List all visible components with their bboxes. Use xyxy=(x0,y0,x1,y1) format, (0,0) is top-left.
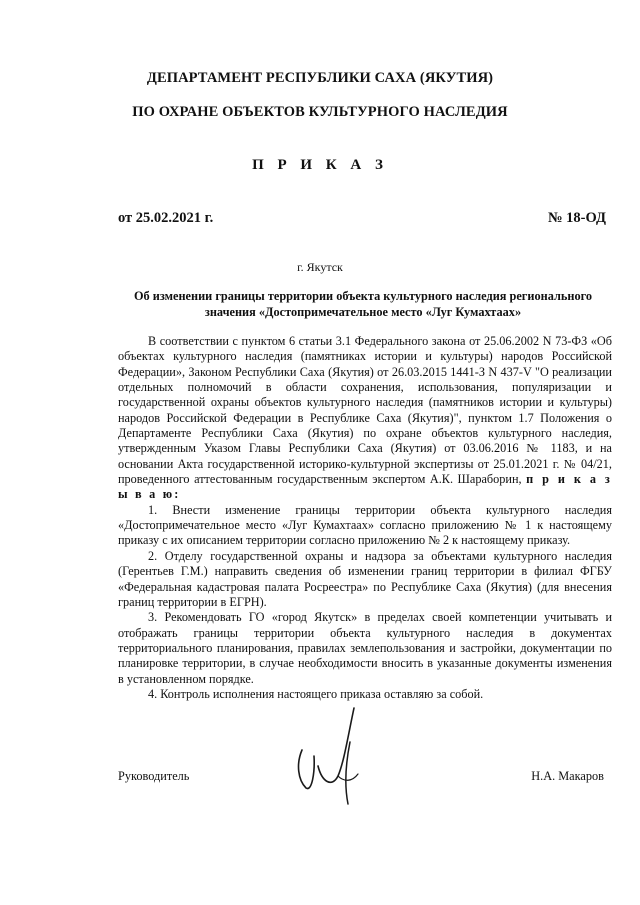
signatory-position: Руководитель xyxy=(118,769,190,783)
item-1: 1. Внести изменение границы территории объекта культурного наследия «Достопримечательное место «Луг Кумахтаах» согласно приложению № 1 к настоящему приказу с их описанием территории согласно приложению № 2 к настоящему приказу. xyxy=(118,502,612,548)
item-4: 4. Контроль исполнения настоящего приказа оставляю за собой. xyxy=(148,686,484,701)
item-2: 2. Отделу государственной охраны и надзора за объектами культурного наследия (Герентьев Г.М.) направить сведения об изменении границ территории в филиал ФГБУ «Федеральная кадастровая палата Росреестра» по Республике Саха (Якутия) (для внесения границ территории в ЕГРН). xyxy=(118,548,612,609)
department-title-line1: ДЕПАРТАМЕНТ РЕСПУБЛИКИ САХА (ЯКУТИЯ) xyxy=(146,70,494,86)
signature-row xyxy=(118,769,604,784)
order-body xyxy=(118,334,612,702)
order-number: № 18-ОД xyxy=(547,210,606,226)
order-city: г. Якутск xyxy=(297,260,343,274)
signatory-name: Н.А. Макаров xyxy=(531,769,604,783)
handwritten-signature xyxy=(288,702,380,807)
order-date: от 25.02.2021 г. xyxy=(118,210,214,226)
item-3: 3. Рекомендовать ГО «город Якутск» в пределах своей компетенции учитывать и отображать границы территории объекта культурного наследия в документах территориального планирования, правилах землепользования и застройки, документации по планировке территории, в случае необходимости вносить в указанные документы изменения в установленном порядке. xyxy=(118,610,612,686)
department-title-line2: ПО ОХРАНЕ ОБЪЕКТОВ КУЛЬТУРНОГО НАСЛЕДИЯ xyxy=(132,104,508,120)
intro-text: В соответствии с пунктом 6 статьи 3.1 Федерального закона от 25.06.2002 N 73-ФЗ «Об объектах культурного наследия (памятниках истории и культуры) народов Российской Федерации», Законом Республики Саха (Якутия) от 26.03.2015 1441-З N 437-V "О реализации отдельных полномочий в области сохранения, использования, популяризации и государственной охраны объектов культурного наследия (памятников истории и культуры) народов Российской Федерации в Республике Саха (Якутия)", пунктом 1.7 Положения о Департаменте Республики Саха (Якутия) по охране объектов культурного наследия, утвержденным Указом Главы Республики Саха (Якутия) от 03.06.2016 № 1183, и на основании Акта государственной историко-культурной экспертизы от 25.01.2021 г. № 04/21, проведенного аттестованным государственным экспертом А.К. Шараборин, xyxy=(118,334,612,487)
order-title: П Р И К А З xyxy=(252,157,388,173)
order-meta-row xyxy=(118,210,606,227)
intro-paragraph xyxy=(118,334,612,503)
order-subject: Об изменении границы территории объекта культурного наследия регионального значения «Достопримечательное место «Луг Кумахтаах» xyxy=(133,289,593,319)
decree-word: п р и к а з ы в а ю: xyxy=(118,472,612,502)
